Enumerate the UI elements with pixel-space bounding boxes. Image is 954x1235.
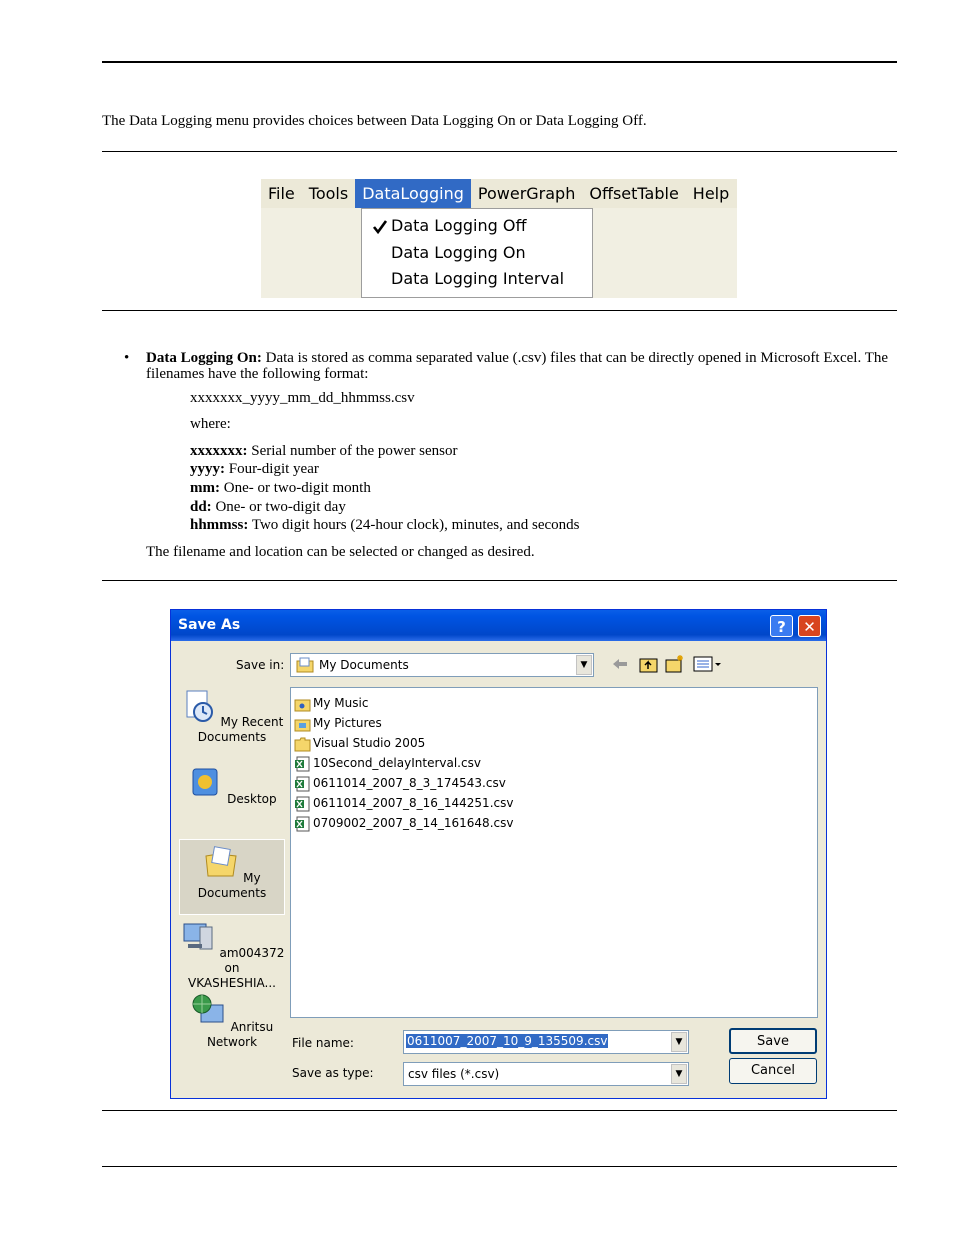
option-data-logging-off[interactable]: Data Logging Off	[391, 216, 527, 235]
excel-file-icon	[294, 756, 311, 772]
place-desktop[interactable]: Desktop	[179, 765, 285, 807]
checkmark-icon	[372, 218, 388, 236]
intro-text: The Data Logging menu provides choices between Data Logging On or Data Logging Off.	[102, 113, 647, 129]
bullet-description: Data is stored as comma separated value (.csv) files that can be directly opened in Microsoft Excel. The filenames have the following format:	[146, 350, 889, 382]
option-data-logging-interval[interactable]: Data Logging Interval	[391, 269, 565, 288]
place-anritsu-network[interactable]: Anritsu Network	[179, 993, 285, 1050]
menu-tools[interactable]: Tools	[308, 184, 349, 203]
place-my-recent-documents[interactable]: My Recent Documents	[179, 688, 285, 745]
save-type-value: csv files (*.csv)	[408, 1067, 500, 1081]
save-in-label: Save in:	[236, 658, 285, 672]
pictures-folder-icon	[294, 716, 311, 732]
cancel-button[interactable]: Cancel	[729, 1058, 817, 1084]
back-arrow-icon[interactable]	[611, 656, 629, 672]
dialog-title: Save As	[178, 617, 241, 633]
file-name-input[interactable]	[403, 1030, 689, 1054]
places-bar	[179, 685, 285, 1092]
where-label: where:	[190, 416, 231, 432]
desktop-icon	[187, 765, 223, 801]
option-data-logging-on[interactable]: Data Logging On	[391, 243, 526, 262]
my-documents-folder-icon	[203, 844, 239, 880]
def-year: yyyy: Four-digit year	[190, 461, 319, 477]
file-list[interactable]	[290, 687, 818, 1018]
recent-documents-icon	[181, 688, 217, 724]
dialog-titlebar	[171, 610, 826, 641]
figure-rule-top	[102, 151, 897, 152]
save-in-select[interactable]	[290, 653, 594, 677]
bullet-marker: •	[124, 350, 130, 366]
menu-powergraph[interactable]: PowerGraph	[477, 184, 576, 203]
menu-help[interactable]: Help	[692, 184, 730, 203]
bullet-paragraph	[146, 350, 898, 382]
file-name-label: File name:	[292, 1036, 354, 1050]
list-item[interactable]: 0611014_2007_8_16_144251.csv	[294, 793, 513, 813]
list-item[interactable]: My Pictures	[294, 713, 382, 733]
save-button[interactable]: Save	[729, 1028, 817, 1054]
save-type-label: Save as type:	[292, 1066, 374, 1080]
excel-file-icon	[294, 776, 311, 792]
place-my-documents[interactable]: My Documents	[179, 839, 285, 915]
top-rule	[102, 61, 897, 63]
chevron-down-icon[interactable]: ▼	[671, 1064, 687, 1084]
new-folder-icon[interactable]	[665, 654, 685, 673]
def-time: hhmmss: Two digit hours (24-hour clock), minutes, and seconds	[190, 517, 580, 533]
save-in-value: My Documents	[319, 658, 409, 672]
def-serial: xxxxxxx: Serial number of the power sensor	[190, 443, 458, 459]
bullet-term: Data Logging On:	[146, 350, 262, 366]
menu-file[interactable]: File	[268, 184, 295, 203]
def-month: mm: One- or two-digit month	[190, 480, 371, 496]
datalogging-dropdown	[361, 208, 593, 298]
chevron-down-icon[interactable]: ▼	[671, 1032, 687, 1052]
menu-datalogging[interactable]: DataLogging	[355, 179, 471, 208]
computer-icon	[180, 919, 216, 955]
place-network-drive[interactable]: am004372 on VKASHESHIA...	[179, 919, 285, 991]
dialog-rule-top	[102, 580, 897, 581]
excel-file-icon	[294, 796, 311, 812]
menu-offsettable[interactable]: OffsetTable	[589, 184, 679, 203]
list-item[interactable]: Visual Studio 2005	[294, 733, 425, 753]
close-button[interactable]: ✕	[798, 615, 821, 637]
help-button[interactable]: ?	[770, 615, 793, 637]
up-folder-icon[interactable]	[639, 655, 659, 673]
def-day: dd: One- or two-digit day	[190, 499, 346, 515]
figure-rule-bottom	[102, 310, 897, 311]
filename-format: xxxxxxx_yyyy_mm_dd_hhmmss.csv	[190, 390, 415, 406]
footer-rule	[102, 1166, 897, 1167]
network-globe-icon	[191, 993, 227, 1029]
dialog-rule-bottom	[102, 1110, 897, 1111]
save-as-dialog	[170, 609, 827, 1099]
file-name-value: 0611007_2007_10_9_135509.csv	[407, 1034, 608, 1048]
list-item[interactable]: My Music	[294, 693, 368, 713]
menu-bar	[261, 179, 737, 208]
list-item[interactable]: 10Second_delayInterval.csv	[294, 753, 481, 773]
list-item[interactable]: 0709002_2007_8_14_161648.csv	[294, 813, 513, 833]
music-folder-icon	[294, 696, 311, 712]
chevron-down-icon[interactable]: ▼	[576, 655, 592, 675]
folder-icon	[294, 736, 311, 752]
my-documents-small-icon	[296, 657, 314, 673]
excel-file-icon	[294, 816, 311, 832]
list-item[interactable]: 0611014_2007_8_3_174543.csv	[294, 773, 506, 793]
note-text: The filename and location can be selected or changed as desired.	[146, 544, 535, 560]
save-type-select[interactable]	[403, 1062, 689, 1086]
views-menu-icon[interactable]	[693, 655, 723, 673]
